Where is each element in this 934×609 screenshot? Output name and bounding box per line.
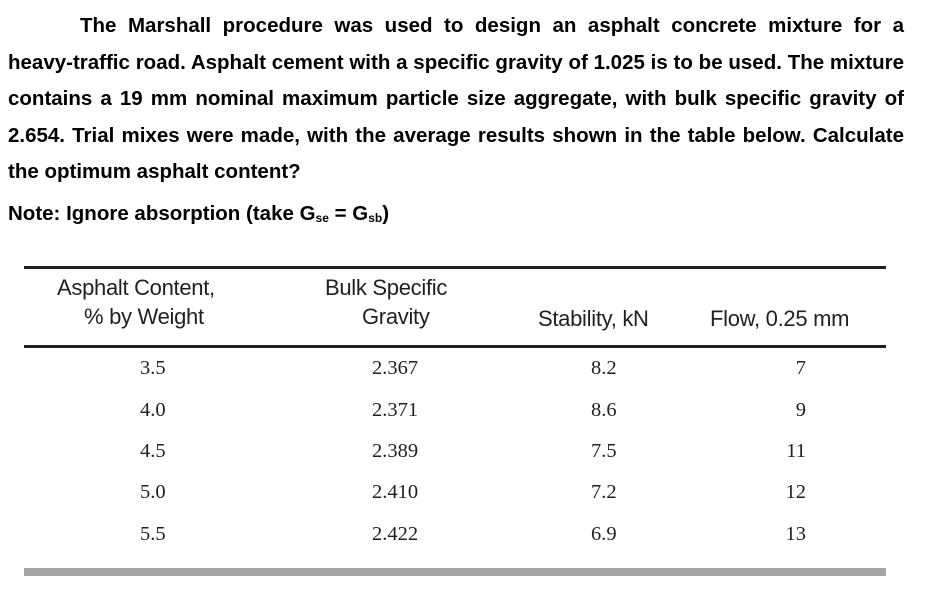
table-cell-stability: 8.2: [591, 357, 617, 379]
note-suffix: ): [382, 202, 390, 225]
problem-statement: The Marshall procedure was used to design an asphalt concrete mixture for a heavy-traffic road. Asphalt cement with a specific gravity of 1.025 is to be used. The mixture contains a 19 mm nominal maximum particle size aggregate, with bulk specific gravity of 2.654. Trial mixes were made, with the average results shown in the table below. Calculate the optimum asphalt content?: [8, 14, 904, 183]
table-top-rule: [24, 266, 886, 269]
table-cell-stability: 7.5: [591, 440, 617, 462]
header-asphalt-content-line2: % by Weight: [84, 304, 204, 329]
table-cell-asphalt: 5.0: [140, 481, 166, 503]
table-cell-bulk: 2.422: [372, 523, 419, 545]
table-cell-bulk: 2.389: [372, 440, 419, 462]
table-cell-asphalt: 4.0: [140, 399, 166, 421]
table-cell-asphalt: 5.5: [140, 523, 166, 545]
table-cell-flow: 9: [795, 399, 806, 421]
header-flow: Flow, 0.25 mm: [710, 306, 850, 331]
table-cell-flow: 7: [795, 357, 806, 379]
table-cell-stability: 7.2: [591, 481, 617, 503]
table-header-rule: [24, 345, 886, 348]
note-middle: = G: [328, 202, 369, 225]
table-cell-bulk: 2.371: [372, 399, 419, 421]
header-stability: Stability, kN: [538, 306, 649, 331]
table-cell-bulk: 2.367: [372, 357, 419, 379]
table-cell-asphalt: 4.5: [140, 440, 166, 462]
table-cell-bulk: 2.410: [372, 481, 419, 503]
note-subscript-sb: sb: [368, 211, 383, 225]
table-cell-flow: 12: [785, 481, 806, 503]
table-cell-flow: 11: [786, 440, 806, 462]
table-cell-stability: 6.9: [591, 523, 617, 545]
header-bulk-specific-line2: Gravity: [362, 304, 430, 329]
table-cell-stability: 8.6: [591, 399, 617, 421]
table-cell-flow: 13: [785, 523, 806, 545]
header-asphalt-content-line1: Asphalt Content,: [57, 275, 215, 300]
table-cell-asphalt: 3.5: [140, 357, 166, 379]
note-line: [8, 198, 389, 234]
header-bulk-specific-line1: Bulk Specific: [325, 275, 448, 300]
note-subscript-se: se: [315, 211, 329, 225]
table-bottom-rule: [24, 568, 886, 576]
note-prefix: Note: Ignore absorption (take G: [8, 202, 316, 225]
